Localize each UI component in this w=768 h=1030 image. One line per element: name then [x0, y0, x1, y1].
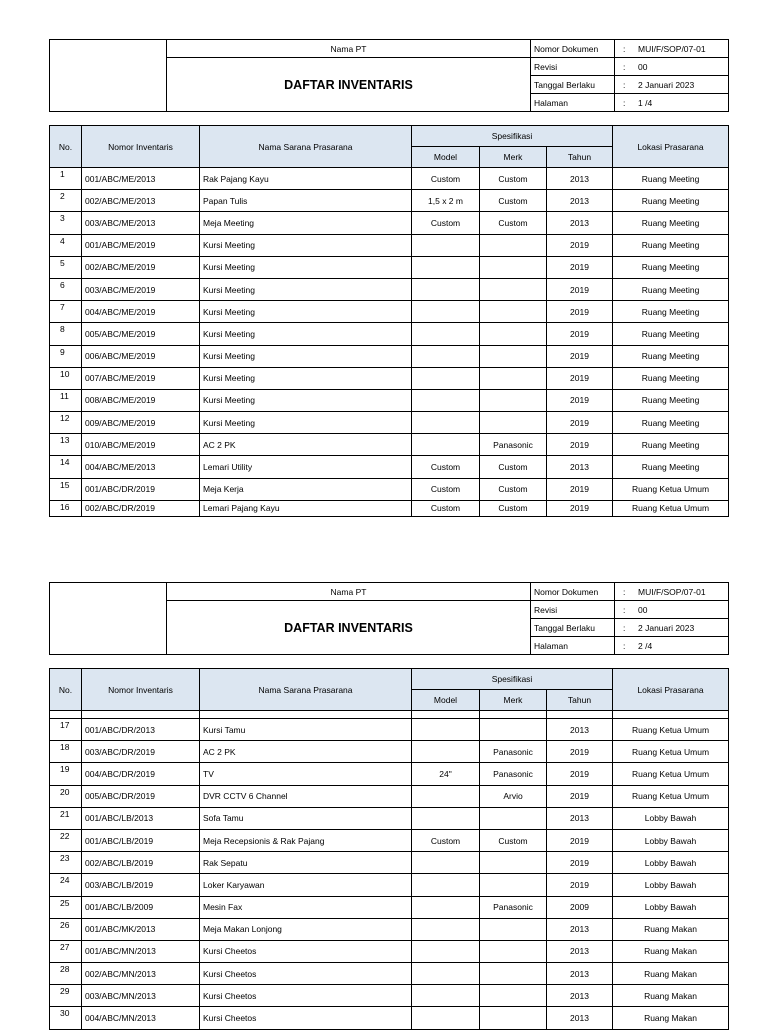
- cell-lokasi: Ruang Ketua Umum: [613, 500, 729, 516]
- cell-merk: Panasonic: [480, 896, 547, 918]
- cell-model: Custom: [412, 212, 480, 234]
- cell-model: [412, 234, 480, 256]
- cell-nomor-inventaris: 002/ABC/ME/2013: [82, 190, 200, 212]
- cell-nama-sarana: Meja Recepsionis & Rak Pajang: [200, 829, 412, 851]
- cell-no: 18: [50, 741, 82, 763]
- cell-merk: Arvio: [480, 785, 547, 807]
- cell-model: Custom: [412, 829, 480, 851]
- cell-nama-sarana: Kursi Meeting: [200, 367, 412, 389]
- cell-lokasi: Ruang Meeting: [613, 234, 729, 256]
- cell-nomor-inventaris: 001/ABC/MN/2013: [82, 940, 200, 962]
- cell-model: [412, 896, 480, 918]
- table-row: [50, 896, 729, 918]
- cell-merk: [480, 874, 547, 896]
- effective-date-value: : 2 Januari 2023: [615, 619, 729, 637]
- table-row: [50, 500, 729, 516]
- cell-model: [412, 963, 480, 985]
- cell-merk: Panasonic: [480, 741, 547, 763]
- cell-merk: Custom: [480, 190, 547, 212]
- table-row: [50, 985, 729, 1007]
- cell-model: Custom: [412, 478, 480, 500]
- col-header-nama-sarana: Nama Sarana Prasarana: [200, 669, 412, 711]
- cell-model: [412, 741, 480, 763]
- cell-nama-sarana: Kursi Meeting: [200, 256, 412, 278]
- cell-nama-sarana: Kursi Meeting: [200, 323, 412, 345]
- cell-model: 24": [412, 763, 480, 785]
- cell-nama-sarana: Rak Pajang Kayu: [200, 168, 412, 190]
- empty-cell: [200, 711, 412, 719]
- table-row: [50, 940, 729, 962]
- cell-nomor-inventaris: 001/ABC/LB/2013: [82, 807, 200, 829]
- cell-no: 8: [50, 323, 82, 345]
- cell-tahun: 2009: [547, 896, 613, 918]
- cell-merk: [480, 807, 547, 829]
- cell-model: [412, 278, 480, 300]
- cell-model: [412, 345, 480, 367]
- empty-cell: [613, 711, 729, 719]
- cell-nomor-inventaris: 005/ABC/ME/2019: [82, 323, 200, 345]
- cell-lokasi: Ruang Meeting: [613, 456, 729, 478]
- cell-nomor-inventaris: 002/ABC/DR/2019: [82, 500, 200, 516]
- cell-nomor-inventaris: 003/ABC/ME/2013: [82, 212, 200, 234]
- cell-no: 2: [50, 190, 82, 212]
- cell-tahun: 2013: [547, 190, 613, 212]
- inventory-table-2: [49, 668, 729, 1030]
- col-header-no: No.: [50, 126, 82, 168]
- cell-merk: Custom: [480, 212, 547, 234]
- table-row: [50, 478, 729, 500]
- cell-tahun: 2019: [547, 389, 613, 411]
- cell-no: 23: [50, 852, 82, 874]
- cell-no: 6: [50, 278, 82, 300]
- col-header-no: No.: [50, 669, 82, 711]
- cell-merk: Custom: [480, 478, 547, 500]
- revision-label: Revisi: [531, 58, 615, 76]
- cell-no: 3: [50, 212, 82, 234]
- document-header-1: [49, 39, 729, 112]
- cell-lokasi: Ruang Ketua Umum: [613, 763, 729, 785]
- table-row: [50, 234, 729, 256]
- cell-tahun: 2013: [547, 918, 613, 940]
- cell-model: [412, 852, 480, 874]
- cell-no: 22: [50, 829, 82, 851]
- cell-model: [412, 256, 480, 278]
- cell-no: 21: [50, 807, 82, 829]
- cell-merk: [480, 719, 547, 741]
- cell-no: 4: [50, 234, 82, 256]
- cell-no: 24: [50, 874, 82, 896]
- table-row: [50, 190, 729, 212]
- col-header-model: Model: [412, 147, 480, 168]
- doc-number-value: : MUI/F/SOP/07-01: [615, 40, 729, 58]
- doc-number-value: : MUI/F/SOP/07-01: [615, 583, 729, 601]
- cell-nomor-inventaris: 008/ABC/ME/2019: [82, 389, 200, 411]
- cell-model: [412, 434, 480, 456]
- table-row: [50, 345, 729, 367]
- cell-tahun: 2013: [547, 719, 613, 741]
- table-row: [50, 807, 729, 829]
- cell-nama-sarana: Rak Sepatu: [200, 852, 412, 874]
- cell-model: [412, 874, 480, 896]
- cell-tahun: 2019: [547, 278, 613, 300]
- cell-nomor-inventaris: 003/ABC/LB/2019: [82, 874, 200, 896]
- cell-lokasi: Ruang Makan: [613, 1007, 729, 1029]
- table-row: [50, 874, 729, 896]
- cell-nama-sarana: Kursi Meeting: [200, 301, 412, 323]
- cell-nomor-inventaris: 005/ABC/DR/2019: [82, 785, 200, 807]
- cell-model: [412, 412, 480, 434]
- cell-merk: Custom: [480, 168, 547, 190]
- cell-model: Custom: [412, 168, 480, 190]
- cell-model: 1,5 x 2 m: [412, 190, 480, 212]
- page-number-label: Halaman: [531, 94, 615, 112]
- cell-tahun: 2013: [547, 940, 613, 962]
- cell-nama-sarana: Meja Kerja: [200, 478, 412, 500]
- page-number-value: : 1 /4: [615, 94, 729, 112]
- cell-no: 1: [50, 168, 82, 190]
- cell-merk: [480, 345, 547, 367]
- cell-nama-sarana: DVR CCTV 6 Channel: [200, 785, 412, 807]
- cell-no: 17: [50, 719, 82, 741]
- table-row: [50, 278, 729, 300]
- table-row: [50, 168, 729, 190]
- cell-lokasi: Lobby Bawah: [613, 896, 729, 918]
- cell-nama-sarana: Kursi Meeting: [200, 389, 412, 411]
- cell-model: Custom: [412, 456, 480, 478]
- cell-tahun: 2019: [547, 412, 613, 434]
- cell-tahun: 2013: [547, 807, 613, 829]
- table-row: [50, 741, 729, 763]
- cell-no: 29: [50, 985, 82, 1007]
- effective-date-label: Tanggal Berlaku: [531, 76, 615, 94]
- cell-nomor-inventaris: 004/ABC/MN/2013: [82, 1007, 200, 1029]
- cell-no: 25: [50, 896, 82, 918]
- cell-merk: [480, 918, 547, 940]
- cell-no: 19: [50, 763, 82, 785]
- cell-lokasi: Ruang Makan: [613, 963, 729, 985]
- table-row: [50, 323, 729, 345]
- cell-tahun: 2013: [547, 985, 613, 1007]
- revision-label: Revisi: [531, 601, 615, 619]
- document-header-2: [49, 582, 729, 655]
- cell-nomor-inventaris: 006/ABC/ME/2019: [82, 345, 200, 367]
- cell-lokasi: Ruang Meeting: [613, 212, 729, 234]
- col-header-lokasi: Lokasi Prasarana: [613, 126, 729, 168]
- cell-lokasi: Ruang Ketua Umum: [613, 719, 729, 741]
- cell-model: [412, 785, 480, 807]
- cell-merk: [480, 367, 547, 389]
- cell-tahun: 2019: [547, 785, 613, 807]
- col-header-spesifikasi: Spesifikasi: [412, 669, 613, 690]
- page-number-label: Halaman: [531, 637, 615, 655]
- cell-nomor-inventaris: 001/ABC/ME/2013: [82, 168, 200, 190]
- effective-date-label: Tanggal Berlaku: [531, 619, 615, 637]
- cell-nomor-inventaris: 004/ABC/DR/2019: [82, 763, 200, 785]
- cell-no: 15: [50, 478, 82, 500]
- cell-nomor-inventaris: 009/ABC/ME/2019: [82, 412, 200, 434]
- col-header-tahun: Tahun: [547, 147, 613, 168]
- cell-lokasi: Ruang Makan: [613, 985, 729, 1007]
- cell-lokasi: Ruang Makan: [613, 918, 729, 940]
- cell-tahun: 2019: [547, 345, 613, 367]
- col-header-nomor-inventaris: Nomor Inventaris: [82, 669, 200, 711]
- cell-merk: [480, 963, 547, 985]
- col-header-nomor-inventaris: Nomor Inventaris: [82, 126, 200, 168]
- empty-cell: [547, 711, 613, 719]
- cell-nama-sarana: TV: [200, 763, 412, 785]
- cell-merk: [480, 234, 547, 256]
- cell-lokasi: Ruang Meeting: [613, 278, 729, 300]
- cell-nomor-inventaris: 002/ABC/LB/2019: [82, 852, 200, 874]
- cell-merk: Panasonic: [480, 763, 547, 785]
- cell-merk: [480, 1007, 547, 1029]
- cell-nama-sarana: AC 2 PK: [200, 741, 412, 763]
- cell-tahun: 2013: [547, 168, 613, 190]
- cell-model: [412, 918, 480, 940]
- empty-cell: [480, 711, 547, 719]
- cell-tahun: 2019: [547, 323, 613, 345]
- cell-nomor-inventaris: 001/ABC/LB/2019: [82, 829, 200, 851]
- cell-no: 14: [50, 456, 82, 478]
- cell-nama-sarana: Papan Tulis: [200, 190, 412, 212]
- cell-no: 16: [50, 500, 82, 516]
- col-header-nama-sarana: Nama Sarana Prasarana: [200, 126, 412, 168]
- cell-nama-sarana: Lemari Utility: [200, 456, 412, 478]
- col-header-tahun: Tahun: [547, 690, 613, 711]
- table-row: [50, 1007, 729, 1029]
- cell-tahun: 2019: [547, 763, 613, 785]
- company-name-label: Nama PT: [167, 583, 531, 601]
- cell-nomor-inventaris: 001/ABC/MK/2013: [82, 918, 200, 940]
- cell-lokasi: Ruang Meeting: [613, 168, 729, 190]
- cell-no: 9: [50, 345, 82, 367]
- cell-nomor-inventaris: 004/ABC/ME/2013: [82, 456, 200, 478]
- logo-area: [50, 40, 167, 112]
- cell-nomor-inventaris: 003/ABC/DR/2019: [82, 741, 200, 763]
- table-row: [50, 412, 729, 434]
- cell-nomor-inventaris: 004/ABC/ME/2019: [82, 301, 200, 323]
- cell-lokasi: Lobby Bawah: [613, 874, 729, 896]
- cell-nomor-inventaris: 002/ABC/ME/2019: [82, 256, 200, 278]
- cell-nama-sarana: Kursi Meeting: [200, 234, 412, 256]
- table-row: [50, 456, 729, 478]
- table-row: [50, 918, 729, 940]
- cell-model: [412, 1007, 480, 1029]
- cell-tahun: 2013: [547, 212, 613, 234]
- cell-merk: [480, 389, 547, 411]
- col-header-merk: Merk: [480, 147, 547, 168]
- table-row: [50, 829, 729, 851]
- cell-no: 20: [50, 785, 82, 807]
- cell-lokasi: Ruang Meeting: [613, 412, 729, 434]
- cell-lokasi: Ruang Meeting: [613, 301, 729, 323]
- revision-value: : 00: [615, 601, 729, 619]
- cell-tahun: 2019: [547, 478, 613, 500]
- cell-tahun: 2013: [547, 1007, 613, 1029]
- cell-model: [412, 940, 480, 962]
- inventory-table-1: [49, 125, 729, 517]
- table-row: [50, 301, 729, 323]
- cell-lokasi: Lobby Bawah: [613, 807, 729, 829]
- cell-lokasi: Lobby Bawah: [613, 829, 729, 851]
- doc-number-label: Nomor Dokumen: [531, 40, 615, 58]
- cell-lokasi: Ruang Meeting: [613, 256, 729, 278]
- cell-merk: [480, 256, 547, 278]
- col-header-merk: Merk: [480, 690, 547, 711]
- cell-no: 13: [50, 434, 82, 456]
- cell-tahun: 2013: [547, 963, 613, 985]
- col-header-spesifikasi: Spesifikasi: [412, 126, 613, 147]
- logo-area: [50, 583, 167, 655]
- cell-merk: Custom: [480, 456, 547, 478]
- cell-nomor-inventaris: 001/ABC/DR/2013: [82, 719, 200, 741]
- cell-lokasi: Ruang Meeting: [613, 190, 729, 212]
- table-row: [50, 434, 729, 456]
- cell-merk: [480, 323, 547, 345]
- table-row: [50, 389, 729, 411]
- cell-no: 12: [50, 412, 82, 434]
- cell-lokasi: Ruang Meeting: [613, 345, 729, 367]
- empty-cell: [50, 711, 82, 719]
- table-row: [50, 256, 729, 278]
- effective-date-value: : 2 Januari 2023: [615, 76, 729, 94]
- cell-model: [412, 389, 480, 411]
- cell-tahun: 2019: [547, 874, 613, 896]
- cell-tahun: 2019: [547, 829, 613, 851]
- cell-lokasi: Ruang Makan: [613, 940, 729, 962]
- company-name-label: Nama PT: [167, 40, 531, 58]
- cell-nama-sarana: Meja Makan Lonjong: [200, 918, 412, 940]
- cell-model: Custom: [412, 500, 480, 516]
- cell-no: 11: [50, 389, 82, 411]
- table-row: [50, 719, 729, 741]
- cell-tahun: 2019: [547, 500, 613, 516]
- cell-tahun: 2019: [547, 234, 613, 256]
- cell-nomor-inventaris: 002/ABC/MN/2013: [82, 963, 200, 985]
- cell-merk: [480, 301, 547, 323]
- cell-nomor-inventaris: 003/ABC/ME/2019: [82, 278, 200, 300]
- col-header-model: Model: [412, 690, 480, 711]
- cell-no: 26: [50, 918, 82, 940]
- cell-lokasi: Ruang Ketua Umum: [613, 478, 729, 500]
- cell-nama-sarana: Kursi Tamu: [200, 719, 412, 741]
- cell-merk: [480, 940, 547, 962]
- cell-model: [412, 807, 480, 829]
- cell-tahun: 2019: [547, 741, 613, 763]
- table-row: [50, 852, 729, 874]
- cell-merk: Panasonic: [480, 434, 547, 456]
- document-title: DAFTAR INVENTARIS: [167, 58, 531, 112]
- cell-lokasi: Ruang Ketua Umum: [613, 785, 729, 807]
- cell-nomor-inventaris: 001/ABC/ME/2019: [82, 234, 200, 256]
- cell-model: [412, 719, 480, 741]
- document-title: DAFTAR INVENTARIS: [167, 601, 531, 655]
- cell-model: [412, 323, 480, 345]
- cell-nomor-inventaris: 007/ABC/ME/2019: [82, 367, 200, 389]
- cell-nama-sarana: Mesin Fax: [200, 896, 412, 918]
- cell-nama-sarana: Loker Karyawan: [200, 874, 412, 896]
- cell-nama-sarana: Kursi Meeting: [200, 412, 412, 434]
- cell-lokasi: Lobby Bawah: [613, 852, 729, 874]
- col-header-lokasi: Lokasi Prasarana: [613, 669, 729, 711]
- cell-tahun: 2019: [547, 434, 613, 456]
- cell-nomor-inventaris: 001/ABC/LB/2009: [82, 896, 200, 918]
- table-row: [50, 212, 729, 234]
- cell-tahun: 2019: [547, 301, 613, 323]
- cell-lokasi: Ruang Ketua Umum: [613, 741, 729, 763]
- cell-nama-sarana: Kursi Cheetos: [200, 963, 412, 985]
- cell-tahun: 2019: [547, 852, 613, 874]
- cell-nama-sarana: Sofa Tamu: [200, 807, 412, 829]
- cell-nama-sarana: AC 2 PK: [200, 434, 412, 456]
- cell-merk: [480, 412, 547, 434]
- cell-no: 27: [50, 940, 82, 962]
- cell-nomor-inventaris: 001/ABC/DR/2019: [82, 478, 200, 500]
- table-row: [50, 367, 729, 389]
- cell-merk: Custom: [480, 500, 547, 516]
- cell-merk: Custom: [480, 829, 547, 851]
- cell-lokasi: Ruang Meeting: [613, 389, 729, 411]
- cell-merk: [480, 985, 547, 1007]
- cell-merk: [480, 852, 547, 874]
- cell-no: 30: [50, 1007, 82, 1029]
- cell-no: 5: [50, 256, 82, 278]
- cell-nama-sarana: Meja Meeting: [200, 212, 412, 234]
- table-row: [50, 785, 729, 807]
- cell-tahun: 2013: [547, 456, 613, 478]
- empty-cell: [82, 711, 200, 719]
- cell-lokasi: Ruang Meeting: [613, 323, 729, 345]
- cell-no: 7: [50, 301, 82, 323]
- cell-tahun: 2019: [547, 367, 613, 389]
- cell-nama-sarana: Kursi Meeting: [200, 278, 412, 300]
- cell-nama-sarana: Kursi Cheetos: [200, 1007, 412, 1029]
- cell-lokasi: Ruang Meeting: [613, 434, 729, 456]
- cell-lokasi: Ruang Meeting: [613, 367, 729, 389]
- revision-value: : 00: [615, 58, 729, 76]
- empty-cell: [412, 711, 480, 719]
- cell-merk: [480, 278, 547, 300]
- cell-nomor-inventaris: 003/ABC/MN/2013: [82, 985, 200, 1007]
- spacer-row: [50, 711, 729, 719]
- cell-nama-sarana: Kursi Cheetos: [200, 940, 412, 962]
- cell-nama-sarana: Kursi Meeting: [200, 345, 412, 367]
- cell-model: [412, 301, 480, 323]
- cell-no: 10: [50, 367, 82, 389]
- cell-model: [412, 367, 480, 389]
- cell-model: [412, 985, 480, 1007]
- cell-tahun: 2019: [547, 256, 613, 278]
- page-number-value: : 2 /4: [615, 637, 729, 655]
- cell-nama-sarana: Kursi Cheetos: [200, 985, 412, 1007]
- table-row: [50, 763, 729, 785]
- cell-nomor-inventaris: 010/ABC/ME/2019: [82, 434, 200, 456]
- doc-number-label: Nomor Dokumen: [531, 583, 615, 601]
- table-row: [50, 963, 729, 985]
- cell-no: 28: [50, 963, 82, 985]
- cell-nama-sarana: Lemari Pajang Kayu: [200, 500, 412, 516]
